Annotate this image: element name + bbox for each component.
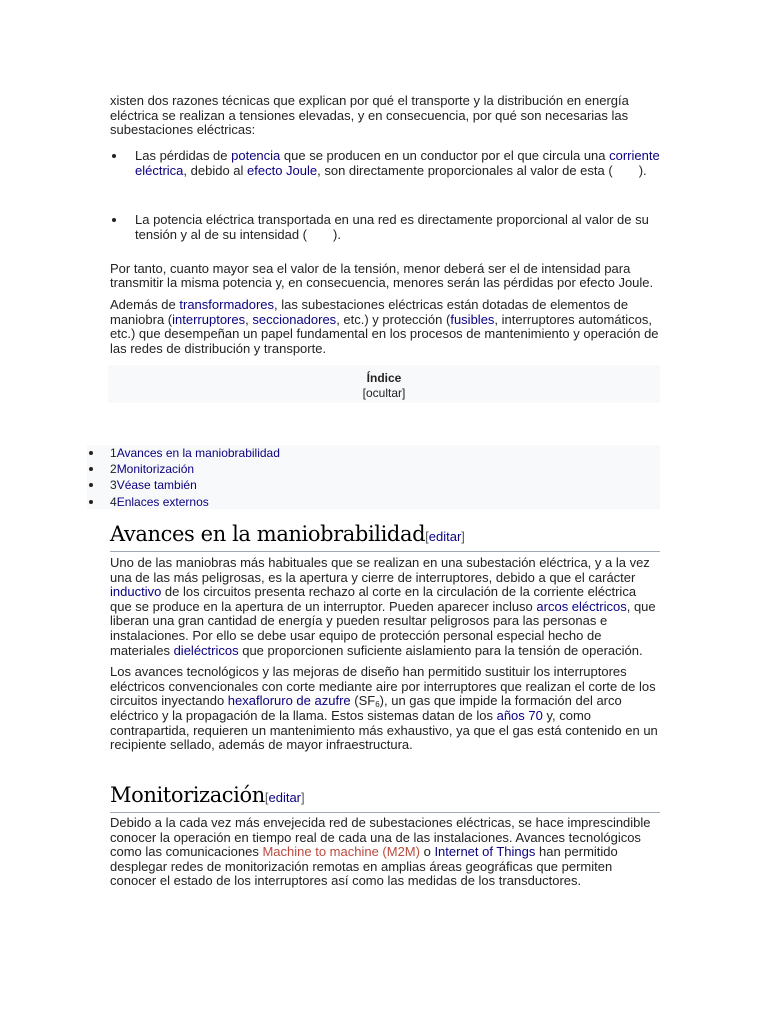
link-inductivo[interactable]: inductivo [110, 584, 162, 600]
list-item: Las pérdidas de potencia que se producen en un conductor por el que circula una corriente eléctrica, debido al efecto Joule, son directamente proporcionales al valor de esta ( ). [110, 148, 660, 212]
section-paragraph: Debido a la cada vez más envejecida red de subestaciones eléctricas, se hace imprescindible conocer la operación en tiempo real de cada una de las instalaciones. Avances tecnológicos como las comunicaciones Machine to machine (M2M) o Internet of Things han permitido desplegar redes de monitorización remotas en amplias áreas geográficas que permiten conocer el estado de los interruptores así como las medidas de los transductores. [110, 815, 651, 889]
toc-item[interactable]: 3Véase también [87, 477, 660, 493]
list-item: La potencia eléctrica transportada en una red es directamente proporcional al valor de su tensión y al de su intensidad ( ). [110, 212, 660, 258]
toc-toggle-button[interactable]: [ocultar] [362, 386, 406, 401]
toc-header [108, 365, 660, 403]
equipment-paragraph: Además de transformadores, las subestaciones eléctricas están dotadas de elementos de maniobra (interruptores, seccionadores, etc.) y protección (fusibles, interruptores automáticos, etc.) que desempeñan un papel fundamental en los procesos de mantenimiento y operación de las redes de distribución y transporte. [110, 296, 659, 356]
section-monitorizacion-body [110, 816, 660, 896]
link-arcos-electricos[interactable]: arcos eléctricos [536, 598, 627, 614]
link-internet-of-things[interactable]: Internet of Things [434, 844, 536, 860]
edit-link[interactable]: editar [268, 790, 302, 805]
toc-item[interactable]: 4Enlaces externos [87, 494, 660, 510]
link-hexafloruro[interactable]: hexafloruro de azufre [227, 693, 351, 709]
toc-link[interactable]: Véase también [116, 478, 197, 493]
edit-section-link: [editar] [425, 529, 465, 544]
reasons-list [110, 148, 660, 258]
section-heading-maniobrabilidad: Avances en la maniobrabilidad[editar] [110, 521, 660, 552]
link-efecto-joule[interactable]: efecto Joule [247, 163, 318, 179]
toc-link[interactable]: Avances en la maniobrabilidad [116, 446, 280, 460]
link-m2m[interactable]: Machine to machine (M2M) [262, 844, 420, 860]
section-heading-monitorizacion: Monitorización[editar] [110, 782, 660, 813]
toc-link[interactable]: Enlaces externos [116, 494, 209, 509]
section-paragraph: Uno de las maniobras más habituales que se realizan en una subestación eléctrica, y a la vez una de las más peligrosas, es la apertura y cierre de interruptores, debido a que el carácter inductivo de los circuitos presenta rechazo al corte en la circulación de la corriente eléctrica que se produce en la apertura de un interruptor. Pueden aparecer incluso arcos eléctricos, que liberan una gran cantidad de energía y pueden resultar peligrosos para las personas e instalaciones. Por ello se debe usar equipo de protección personal especial hecho de materiales dieléctricos que proporcionen suficiente aislamiento para la tensión de operación. [110, 555, 656, 658]
conclusion-paragraph: Por tanto, cuanto mayor sea el valor de la tensión, menor deberá ser el de intensidad para transmitir la misma potencia y, en consecuencia, menores serán las pérdidas por efecto Joule. [110, 260, 654, 291]
section-paragraph: Los avances tecnológicos y las mejoras de diseño han permitido sustituir los interruptores eléctricos convencionales con corte mediante aire por interruptores que realizan el corte de los circuitos inyectando hexafloruro de azufre $(SF_6)$, un gas que impide la formación del arco eléctrico y la propagación de la llama. Estos sistemas datan de los años 70 y, como contrapartida, requieren un mantenimiento más exhaustivo, ya que el gas está contenido en un recipiente sellado, además de mayor infraestructura. [110, 664, 658, 753]
toc-title: Índice [366, 371, 402, 386]
toc-link[interactable]: Monitorización [116, 462, 195, 477]
article-intro [110, 94, 660, 403]
edit-section-link: [editar] [264, 790, 305, 805]
intro-paragraph: xisten dos razones técnicas que explican por qué el transporte y la distribución en energía eléctrica se realizan a tensiones elevadas, y en consecuencia, por qué son necesarias las subestaciones eléctricas: [110, 93, 629, 138]
section-maniobrabilidad-body [110, 556, 660, 760]
link-seccionadores[interactable]: seccionadores [252, 311, 337, 327]
link-fusibles[interactable]: fusibles [450, 311, 495, 327]
toc-item[interactable]: 1Avances en la maniobrabilidad [87, 445, 660, 461]
link-dielectricos[interactable]: dieléctricos [173, 642, 239, 658]
toc-item[interactable]: 2Monitorización [87, 461, 660, 477]
link-potencia[interactable]: potencia [231, 147, 281, 163]
toc-list [87, 445, 660, 509]
edit-link[interactable]: editar [428, 529, 462, 544]
link-transformadores[interactable]: transformadores [179, 296, 275, 312]
link-corriente-electrica[interactable]: corriente eléctrica [135, 147, 660, 179]
link-anos-70[interactable]: años 70 [496, 707, 543, 723]
link-interruptores[interactable]: interruptores [172, 311, 246, 327]
